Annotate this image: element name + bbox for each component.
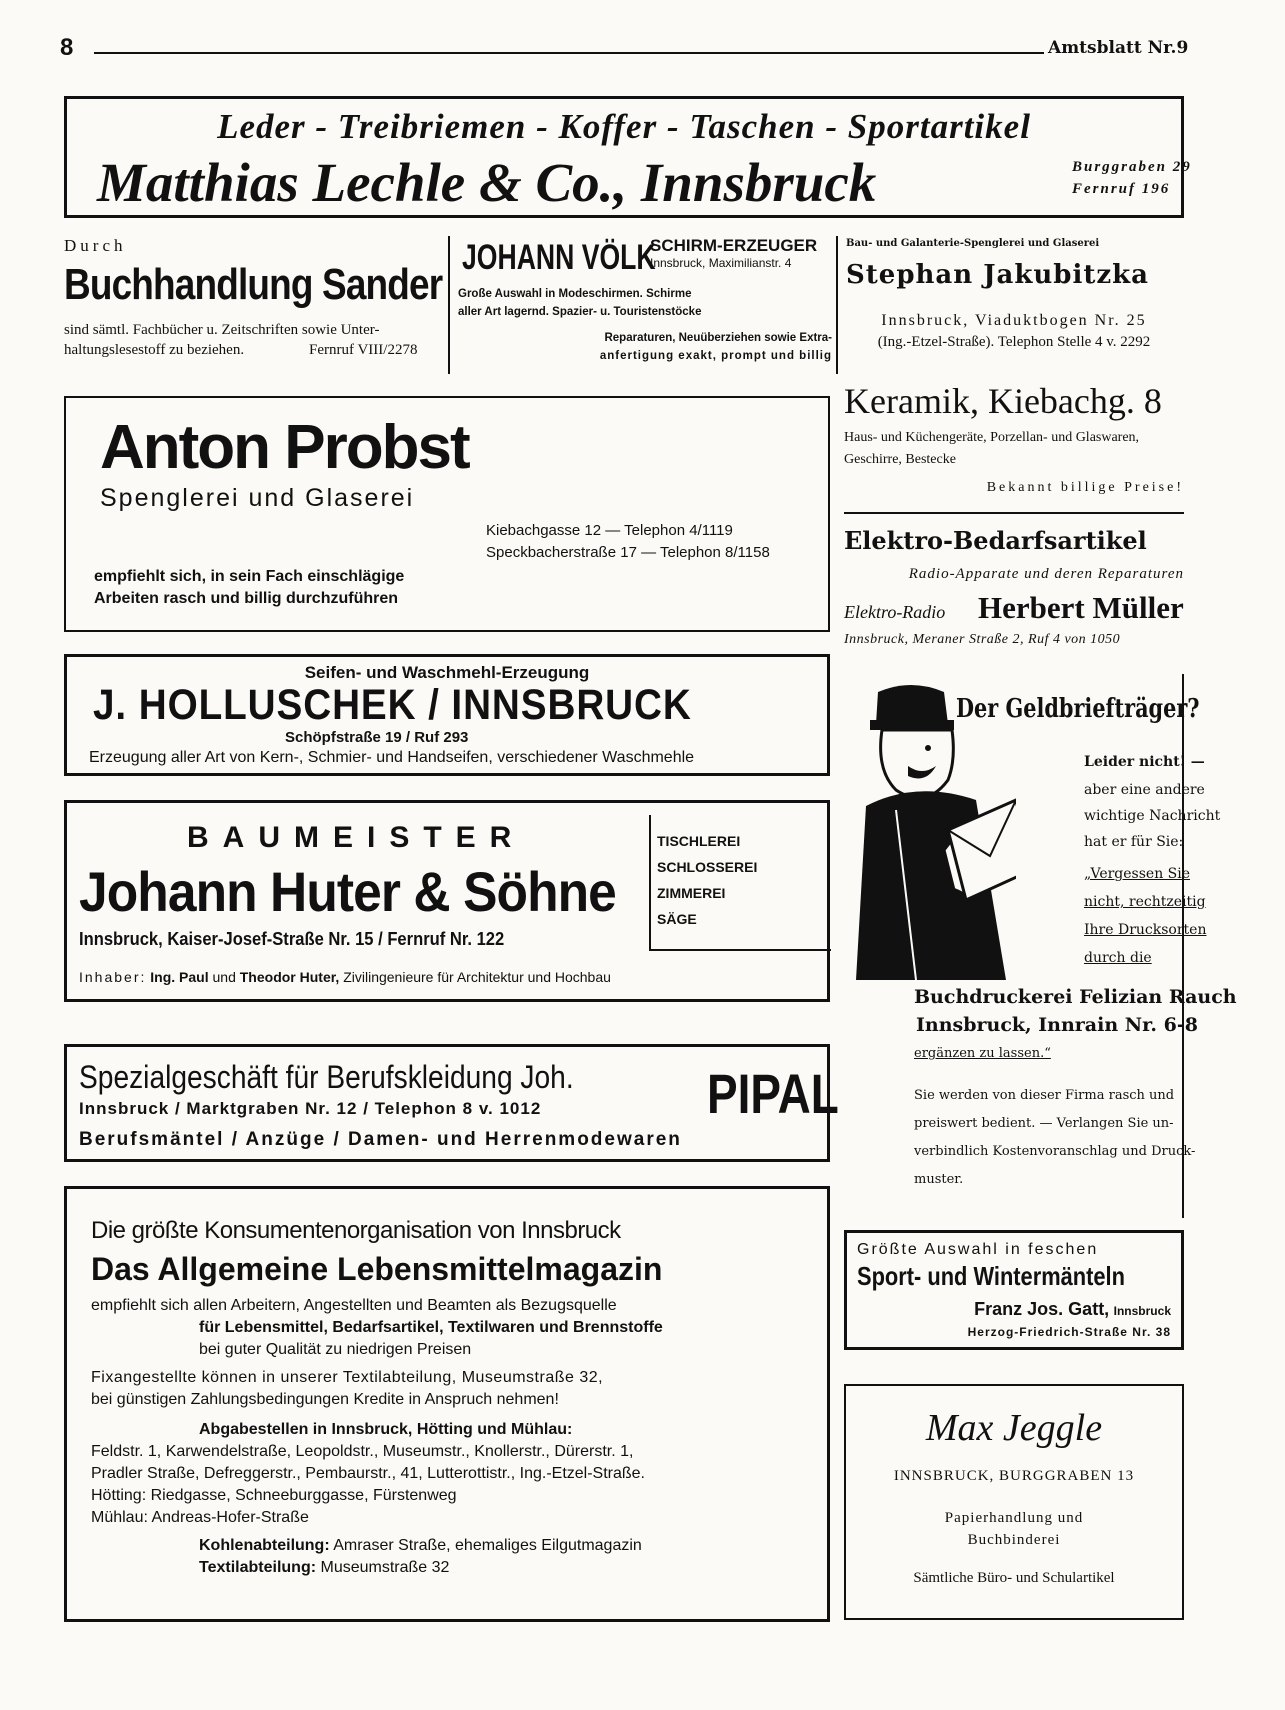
konsum-line1: Die größte Konsumentenorganisation von Innsbruck (91, 1217, 621, 1244)
gatt-title: Sport- und Wintermänteln (857, 1261, 1125, 1291)
voelk-trade: SCHIRM-ERZEUGER (650, 236, 818, 255)
ad-pipal (64, 1044, 839, 1162)
huter-trade: SÄGE (657, 911, 697, 927)
divider (649, 949, 831, 951)
probst-name: Anton Probst (100, 413, 469, 482)
divider (836, 236, 838, 374)
rauch-address: Innsbruck, Innrain Nr. 6-8 (916, 1014, 1198, 1036)
divider (649, 815, 651, 949)
konsum-t5: bei günstigen Zahlungsbedingungen Kredite in Anspruch nehmen! (91, 1391, 559, 1408)
sander-phone: Fernruf VIII/2278 (309, 342, 418, 358)
konsum-l4: Mühlau: Andreas-Hofer-Straße (91, 1509, 309, 1526)
jeggle-text2: Buchbinderei (967, 1532, 1061, 1548)
rauch-line: Leider nicht! — (1084, 754, 1205, 770)
konsum-t-label: Textilabteilung: (199, 1559, 317, 1576)
lechle-products: Leder - Treibriemen - Koffer - Taschen - Sportartikel (217, 107, 1031, 146)
sander-intro: Durch (64, 236, 127, 255)
ad-jeggle (844, 1384, 1184, 1620)
rauch-text4: muster. (914, 1172, 964, 1187)
holluschek-address: Schöpfstraße 19 / Ruf 293 (285, 729, 469, 746)
huter-owner-and: und (212, 969, 236, 985)
issue-label: Amtsblatt Nr.9 (1048, 38, 1189, 58)
keramik-title: Keramik, Kiebachg. 8 (844, 381, 1162, 421)
lechle-street: Burggraben 29 (1072, 159, 1192, 175)
gatt-top: Größte Auswahl in feschen (857, 1241, 1099, 1258)
konsum-t2: für Lebensmittel, Bedarfsartikel, Textilwaren und Brennstoffe (199, 1319, 663, 1336)
gatt-city: Innsbruck (1113, 1304, 1171, 1318)
voelk-text4: anfertigung exakt, prompt und billig (599, 350, 832, 362)
keramik-text1: Haus- und Küchengeräte, Porzellan- und Glaswaren, (844, 430, 1140, 445)
ad-voelk (456, 236, 834, 374)
pipal-address: Innsbruck / Marktgraben Nr. 12 / Telephon 8 v. 1012 (79, 1099, 542, 1118)
huter-top: BAUMEISTER (187, 821, 526, 854)
huter-name: Johann Huter & Söhne (79, 860, 616, 923)
voelk-text1: Große Auswahl in Modeschirmen. Schirme (458, 288, 692, 300)
probst-trade: Spenglerei und Glaserei (100, 484, 415, 512)
rauch-text2: preiswert bedient. — Verlangen Sie un- (914, 1116, 1174, 1131)
lechle-name: Matthias Lechle & Co., Innsbruck (97, 152, 877, 213)
huter-owner-name: Ing. Paul (150, 969, 209, 985)
probst-text2: Arbeiten rasch und billig durchzuführen (94, 590, 399, 607)
gatt-name: Franz Jos. Gatt, (974, 1299, 1110, 1319)
probst-addr1: Kiebachgasse 12 — Telephon 4/1119 (486, 522, 733, 539)
rauch-title: Der Geldbriefträger? (956, 694, 1200, 724)
lechle-phone: Fernruf 196 (1072, 181, 1171, 197)
konsum-t4: Fixangestellte können in unserer Textilabteilung, Museumstraße 32, (91, 1369, 604, 1386)
ad-mueller (844, 522, 1184, 652)
konsum-k-label: Kohlenabteilung: (199, 1537, 330, 1554)
header-rule (94, 52, 1044, 54)
rauch-line: hat er für Sie: (1084, 834, 1184, 850)
huter-trade: SCHLOSSEREI (657, 859, 758, 875)
keramik-text2: Geschirre, Bestecke (844, 452, 956, 467)
holluschek-text: Erzeugung aller Art von Kern-, Schmier- und Handseifen, verschiedener Waschmehle (89, 749, 695, 766)
konsum-l1: Feldstr. 1, Karwendelstraße, Leopoldstr., Museumstr., Knollerstr., Dürerstr. 1, (91, 1443, 634, 1460)
rauch-line: aber eine andere (1084, 782, 1205, 798)
rauch-text1: Sie werden von dieser Firma rasch und (914, 1088, 1175, 1103)
divider (448, 236, 450, 374)
pipal-line1: Spezialgeschäft für Berufskleidung Joh. (79, 1059, 574, 1095)
ad-lechle (64, 96, 1192, 218)
huter-owner-theo: Theodor Huter, (239, 969, 340, 985)
rauch-text3: verbindlich Kostenvoranschlag und Druck- (914, 1144, 1196, 1159)
jakubitzka-name: Stephan Jakubitzka (846, 260, 1149, 290)
keramik-slogan: Bekannt billige Preise! (986, 480, 1184, 495)
ad-huter (64, 800, 830, 1002)
ad-konsum (64, 1186, 830, 1622)
jeggle-text1: Papierhandlung und (944, 1510, 1084, 1526)
sander-name: Buchhandlung Sander (64, 260, 443, 309)
ad-keramik (844, 380, 1184, 510)
probst-addr2: Speckbacherstraße 17 — Telephon 8/1158 (486, 544, 770, 561)
jeggle-text3: Sämtliche Büro- und Schulartikel (913, 1570, 1115, 1586)
ad-holluschek (64, 654, 830, 776)
mueller-prefix: Elektro-Radio (844, 602, 946, 622)
konsum-title: Das Allgemeine Lebensmittelmagazin (91, 1251, 663, 1287)
holluschek-name: J. HOLLUSCHEK / INNSBRUCK (93, 681, 692, 729)
konsum-abg: Abgabestellen in Innsbruck, Hötting und Mühlau: (199, 1421, 573, 1438)
konsum-t1: empfiehlt sich allen Arbeitern, Angestellten und Beamten als Bezugsquelle (91, 1297, 617, 1314)
huter-owner-rest: Zivilingenieure für Architektur und Hochbau (343, 969, 611, 985)
ad-gatt (844, 1230, 1184, 1350)
voelk-text2: aller Art lagernd. Spazier- u. Touristenstöcke (458, 306, 702, 318)
jeggle-address: INNSBRUCK, BURGGRABEN 13 (893, 1468, 1135, 1484)
rauch-company: Buchdruckerei Felizian Rauch (914, 986, 1237, 1008)
probst-text1: empfiehlt sich, in sein Fach einschlägige (94, 568, 405, 585)
mueller-address: Innsbruck, Meraner Straße 2, Ruf 4 von 1050 (844, 632, 1121, 647)
konsum-k-val: Amraser Straße, ehemaliges Eilgutmagazin (333, 1537, 642, 1554)
gatt-address: Herzog-Friedrich-Straße Nr. 38 (967, 1325, 1171, 1339)
postman-illustration (856, 680, 1016, 980)
jakubitzka-phone: (Ing.-Etzel-Straße). Telephon Stelle 4 v. 2292 (877, 334, 1151, 350)
jakubitzka-trade: Bau- und Galanterie-Spenglerei und Glaserei (846, 238, 1100, 249)
ad-probst (64, 396, 830, 632)
voelk-text3: Reparaturen, Neuüberziehen sowie Extra- (604, 332, 832, 344)
konsum-t-val: Museumstraße 32 (320, 1559, 450, 1576)
divider (844, 512, 1184, 514)
page-number: 8 (60, 34, 74, 61)
huter-trade: ZIMMEREI (657, 885, 726, 901)
mueller-name: Herbert Müller (978, 590, 1184, 625)
jakubitzka-address: Innsbruck, Viaduktbogen Nr. 25 (881, 312, 1147, 329)
sander-text1: sind sämtl. Fachbücher u. Zeitschriften sowie Unter- (64, 322, 380, 338)
rauch-line: wichtige Nachricht (1084, 808, 1221, 824)
ad-sander (64, 236, 442, 366)
konsum-l3: Hötting: Riedgasse, Schneeburggasse, Fürstenweg (91, 1487, 457, 1504)
jeggle-name: Max Jeggle (925, 1407, 1103, 1449)
ad-rauch (856, 674, 1237, 1218)
voelk-address: Innsbruck, Maximilianstr. 4 (650, 256, 792, 270)
rauch-tail: ergänzen zu lassen.“ (914, 1046, 1051, 1061)
mueller-title: Elektro-Bedarfsartikel (844, 526, 1147, 555)
rauch-line: durch die (1084, 950, 1152, 966)
pipal-goods: Berufsmäntel / Anzüge / Damen- und Herrenmodewaren (79, 1129, 682, 1150)
holluschek-top: Seifen- und Waschmehl-Erzeugung (304, 663, 590, 682)
huter-trade: TISCHLEREI (657, 833, 741, 849)
mueller-sub: Radio-Apparate und deren Reparaturen (908, 566, 1184, 582)
ad-jakubitzka (844, 236, 1184, 366)
konsum-t3: bei guter Qualität zu niedrigen Preisen (199, 1341, 472, 1358)
rauch-line: „Vergessen Sie (1084, 866, 1191, 882)
rauch-line: nicht, rechtzeitig (1084, 894, 1206, 910)
sander-text2: haltungslesestoff zu beziehen. (64, 342, 245, 358)
rauch-line: Ihre Drucksorten (1084, 922, 1207, 938)
pipal-name: PIPAL (707, 1062, 839, 1125)
huter-address: Innsbruck, Kaiser-Josef-Straße Nr. 15 / Fernruf Nr. 122 (79, 929, 505, 949)
konsum-l2: Pradler Straße, Defreggerstr., Pembaurstr., 41, Lutterottistr., Ing.-Etzel-Straße. (91, 1465, 645, 1482)
huter-owner-label: Inhaber: (79, 969, 147, 985)
voelk-name: JOHANN VÖLK (462, 238, 656, 277)
